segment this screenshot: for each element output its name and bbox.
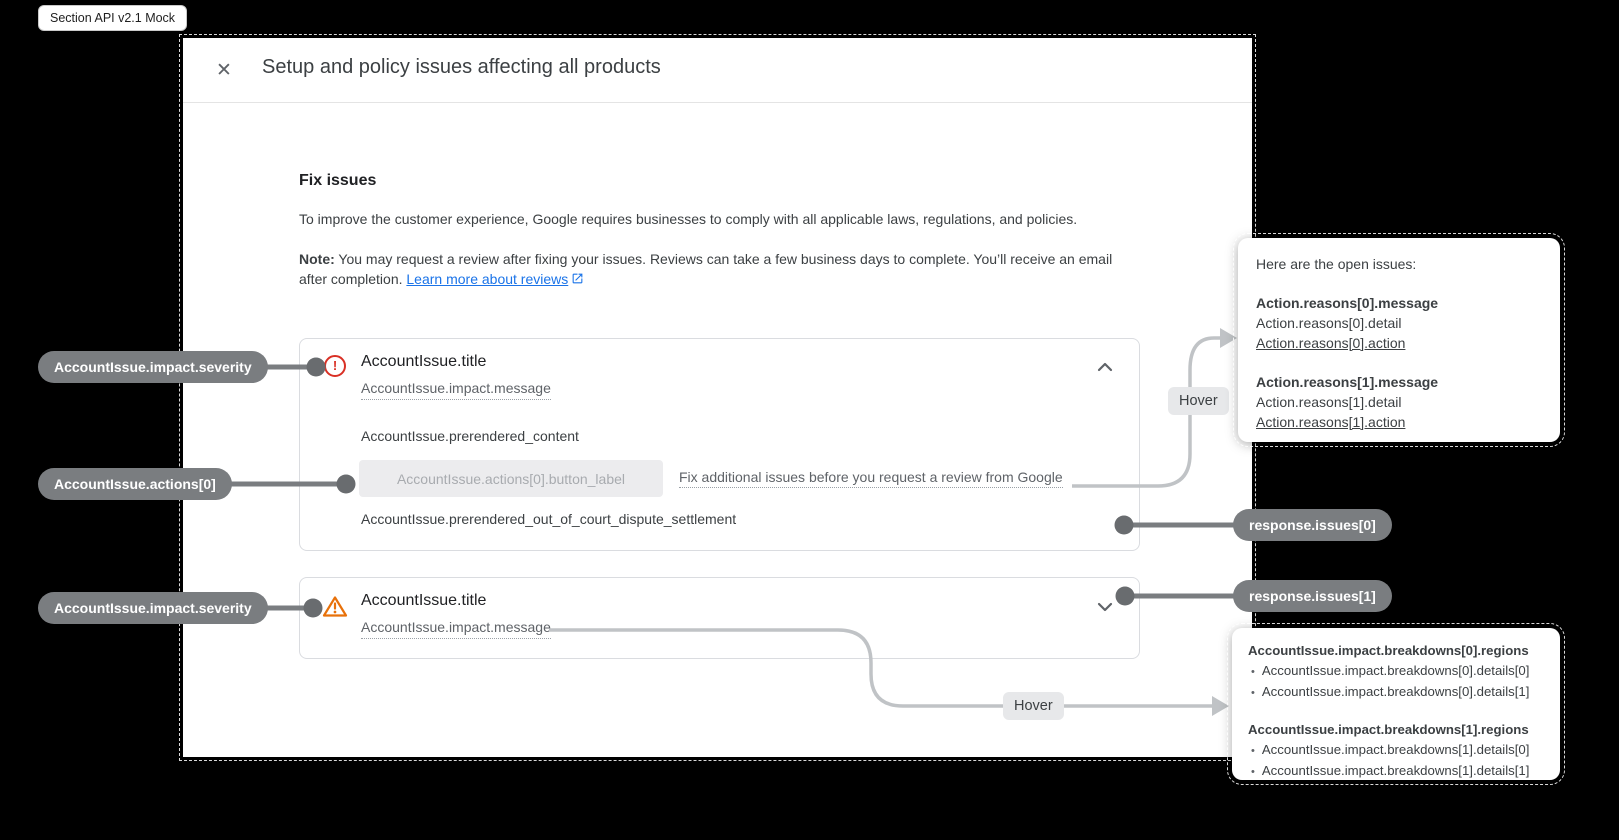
annotation-pill-impact-severity-1: AccountIssue.impact.severity [38, 592, 268, 624]
breakdown-detail: • AccountIssue.impact.breakdowns[0].details[0] [1248, 661, 1548, 682]
breakdown-regions-heading: AccountIssue.impact.breakdowns[1].regions [1248, 722, 1529, 737]
close-icon[interactable]: ✕ [211, 58, 237, 84]
dialog-title: Setup and policy issues affecting all products [262, 56, 661, 78]
reason-detail: Action.reasons[0].detail [1256, 315, 1402, 331]
issue-title: AccountIssue.title [361, 353, 487, 370]
reason-action-link[interactable]: Action.reasons[0].action [1256, 335, 1406, 351]
breakdown-group-0 [1248, 641, 1548, 703]
issues-dialog [183, 38, 1252, 757]
hover-label-0: Hover [1168, 387, 1229, 415]
error-severity-icon: ! [324, 355, 346, 377]
breakdown-detail: • AccountIssue.impact.breakdowns[1].details[0] [1248, 740, 1548, 761]
reason-detail: Action.reasons[1].detail [1256, 394, 1402, 410]
learn-more-link[interactable]: Learn more about reviews [406, 271, 569, 287]
reason-group-0 [1256, 293, 1542, 353]
reasons-tooltip [1238, 238, 1560, 442]
issue-impact-message-link[interactable]: AccountIssue.impact.message [361, 619, 551, 639]
annotation-pill-response-issues-1: response.issues[1] [1233, 580, 1392, 612]
issue-title: AccountIssue.title [361, 592, 487, 609]
warning-severity-icon [322, 595, 348, 623]
reason-message: Action.reasons[0].message [1256, 295, 1439, 311]
breakdown-regions-heading: AccountIssue.impact.breakdowns[0].regions [1248, 643, 1529, 658]
issue-card-0 [299, 338, 1140, 551]
reasons-tooltip-intro: Here are the open issues: [1256, 256, 1417, 272]
annotation-pill-response-issues-0: response.issues[0] [1233, 509, 1392, 541]
issue-card-1 [299, 577, 1140, 659]
intro-text: To improve the customer experience, Google requires businesses to comply with all applicable laws, regulations, and policies. [299, 211, 1078, 227]
fix-additional-issues-link[interactable]: Fix additional issues before you request a review from Google [679, 469, 1063, 488]
breakdowns-tooltip [1232, 628, 1560, 780]
breakdown-detail: • AccountIssue.impact.breakdowns[0].details[1] [1248, 682, 1548, 703]
dialog-header [183, 38, 1252, 103]
issue-action-button[interactable]: AccountIssue.actions[0].button_label [359, 460, 663, 497]
note-body: You may request a review after fixing your issues. Reviews can take a few business days to complete. You’ll receive an email after completion. [299, 251, 1113, 287]
dispute-settlement-text: AccountIssue.prerendered_out_of_court_dispute_settlement [361, 511, 737, 527]
reason-group-1 [1256, 372, 1542, 432]
fix-issues-heading: Fix issues [299, 172, 377, 189]
issue-impact-message-link[interactable]: AccountIssue.impact.message [361, 380, 551, 400]
note-label: Note: [299, 251, 335, 267]
reason-message: Action.reasons[1].message [1256, 374, 1439, 390]
mock-version-badge: Section API v2.1 Mock [38, 5, 187, 31]
annotation-pill-actions-0: AccountIssue.actions[0] [38, 468, 232, 500]
reason-action-link[interactable]: Action.reasons[1].action [1256, 414, 1406, 430]
collapse-chevron-up-icon[interactable] [1090, 353, 1120, 383]
annotation-pill-impact-severity-0: AccountIssue.impact.severity [38, 351, 268, 383]
breakdown-group-1 [1248, 720, 1548, 782]
note-text [299, 249, 1140, 289]
expand-chevron-down-icon[interactable] [1090, 593, 1120, 623]
breakdown-detail: • AccountIssue.impact.breakdowns[1].details[1] [1248, 761, 1548, 782]
prerendered-content-text: AccountIssue.prerendered_content [361, 428, 579, 444]
hover-label-1: Hover [1003, 692, 1064, 720]
external-link-icon [571, 272, 584, 285]
